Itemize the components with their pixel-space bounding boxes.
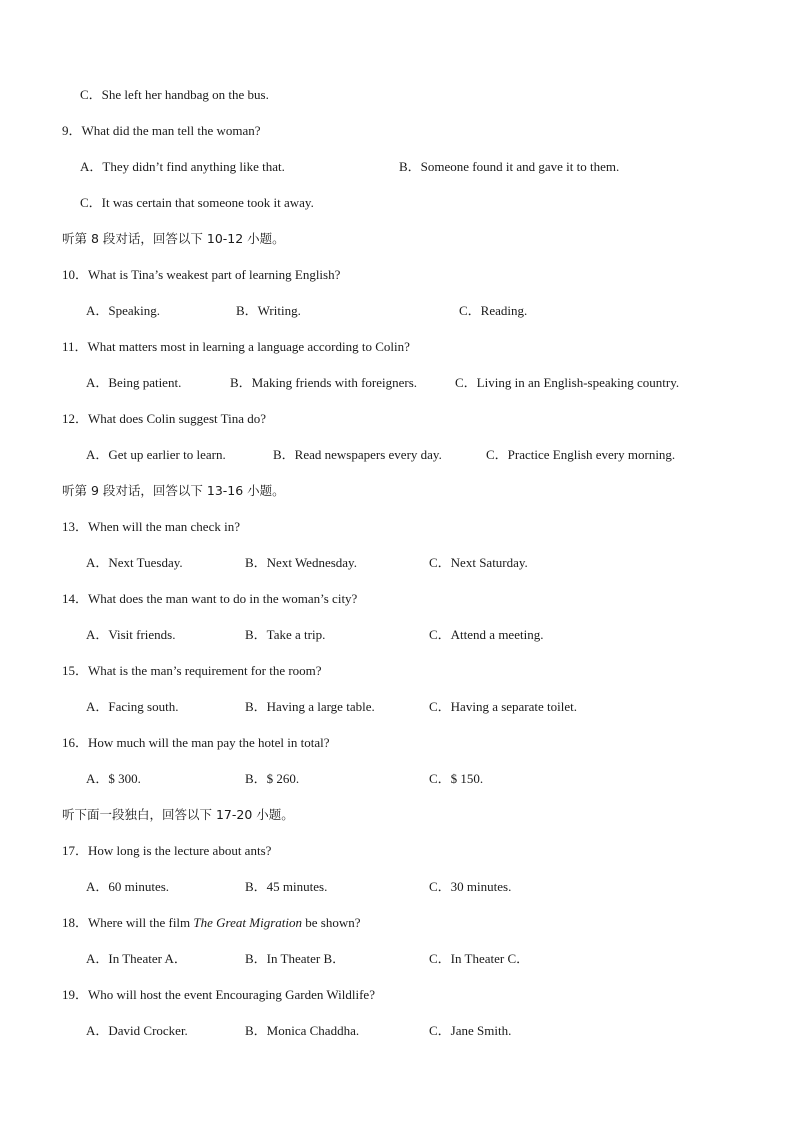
question-15: 15．What is the man’s requirement for the room?	[62, 663, 322, 678]
option-c-q18: C．In Theater C．	[429, 951, 530, 966]
option-a-q14: A．Visit friends.	[86, 627, 176, 642]
option-c-q11: C．Living in an English-speaking country.	[455, 375, 680, 390]
option-b-q17: B．45 minutes.	[245, 879, 328, 894]
question-11: 11．What matters most in learning a language according to Colin?	[62, 339, 410, 354]
option-c-q14: C．Attend a meeting.	[429, 627, 544, 642]
question-17: 17．How long is the lecture about ants?	[62, 843, 272, 858]
question-10: 10．What is Tina’s weakest part of learning English?	[62, 267, 341, 282]
question-18	[62, 915, 361, 931]
film-title: The Great Migration	[193, 915, 302, 930]
question-14: 14．What does the man want to do in the woman’s city?	[62, 591, 358, 606]
option-b-q18: B．In Theater B．	[245, 951, 346, 966]
option-b-q10: B．Writing.	[236, 303, 301, 318]
option-c-q12: C．Practice English every morning.	[486, 447, 676, 462]
option-b-q11: B．Making friends with foreigners.	[230, 375, 418, 390]
option-b-q14: B．Take a trip.	[245, 627, 326, 642]
option-c-q8: C．She left her handbag on the bus.	[80, 87, 269, 102]
question-18-before: 18．Where will the film	[62, 915, 194, 930]
option-b-q15: B．Having a large table.	[245, 699, 375, 714]
option-b-q16: B．$ 260.	[245, 771, 300, 786]
section-heading-9: 听第 9 段对话，回答以下 13-16 小题。	[62, 483, 285, 498]
option-a-q10: A．Speaking.	[86, 303, 161, 318]
option-a-q11: A．Being patient.	[86, 375, 182, 390]
option-c-q16: C．$ 150.	[429, 771, 484, 786]
question-13: 13．When will the man check in?	[62, 519, 240, 534]
option-c-q15: C．Having a separate toilet.	[429, 699, 578, 714]
option-a-q17: A．60 minutes.	[86, 879, 170, 894]
option-c-q17: C．30 minutes.	[429, 879, 512, 894]
option-a-q19: A．David Crocker.	[86, 1023, 188, 1038]
section-heading-8: 听第 8 段对话，回答以下 10-12 小题。	[62, 231, 285, 246]
question-9: 9．What did the man tell the woman?	[62, 123, 261, 138]
option-a-q18: A．In Theater A．	[86, 951, 187, 966]
question-19: 19．Who will host the event Encouraging Garden Wildlife?	[62, 987, 375, 1002]
option-a-q9: A．They didn’t find anything like that.	[80, 159, 285, 174]
section-heading-monologue: 听下面一段独白，回答以下 17-20 小题。	[62, 807, 294, 822]
option-a-q15: A．Facing south.	[86, 699, 179, 714]
option-b-q9: B．Someone found it and gave it to them.	[399, 159, 620, 174]
option-b-q12: B．Read newspapers every day.	[273, 447, 442, 462]
question-16: 16．How much will the man pay the hotel in total?	[62, 735, 330, 750]
option-c-q9: C．It was certain that someone took it away.	[80, 195, 314, 210]
question-12: 12．What does Colin suggest Tina do?	[62, 411, 267, 426]
option-c-q13: C．Next Saturday.	[429, 555, 528, 570]
question-18-after: be shown?	[302, 915, 361, 930]
option-a-q16: A．$ 300.	[86, 771, 141, 786]
option-a-q12: A．Get up earlier to learn.	[86, 447, 226, 462]
option-c-q10: C．Reading.	[459, 303, 528, 318]
option-a-q13: A．Next Tuesday.	[86, 555, 183, 570]
option-b-q13: B．Next Wednesday.	[245, 555, 357, 570]
option-c-q19: C．Jane Smith.	[429, 1023, 512, 1038]
option-b-q19: B．Monica Chaddha.	[245, 1023, 360, 1038]
